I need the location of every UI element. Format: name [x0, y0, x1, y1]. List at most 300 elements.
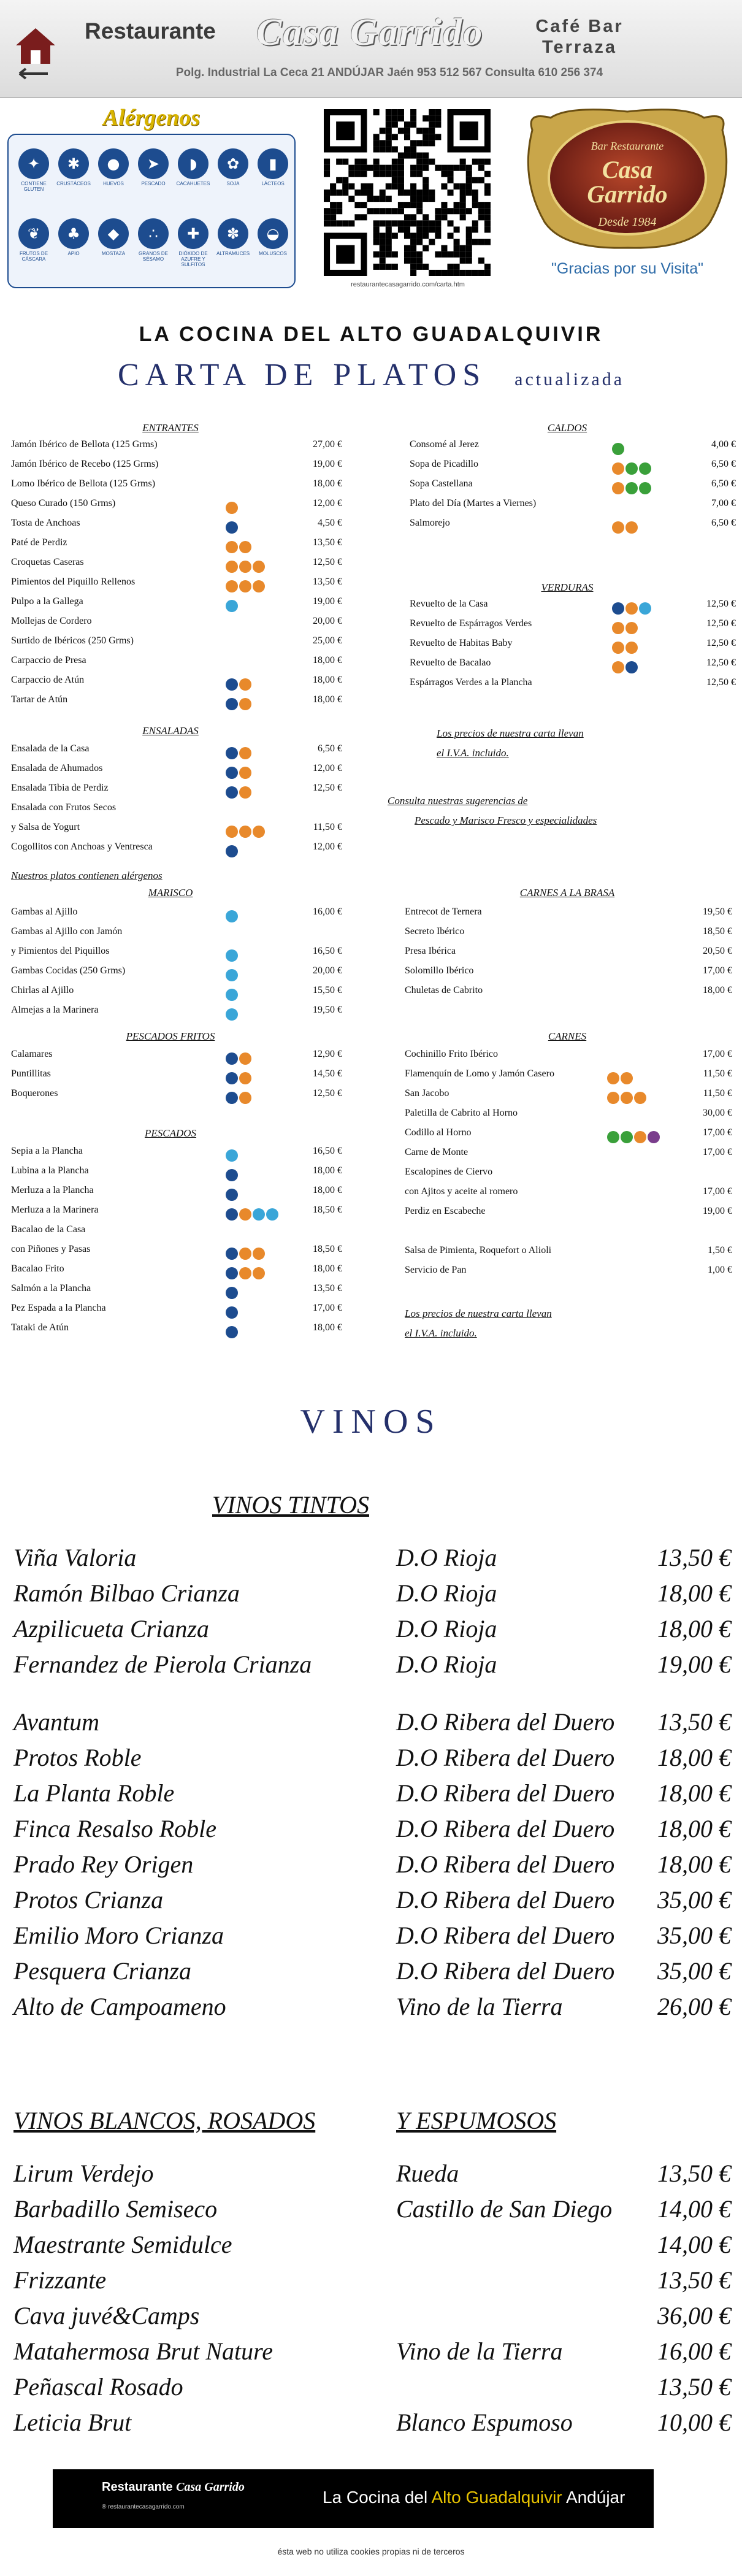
item-name: Sopa de Picadillo: [410, 459, 478, 469]
allergen-dot-icon: [639, 462, 651, 475]
egg-icon: ●: [98, 148, 129, 179]
allergen-dot-icon: [607, 1092, 619, 1104]
wine-name: Matahermosa Brut Nature: [13, 2337, 273, 2365]
section-pescados: PESCADOS: [144, 1127, 197, 1139]
footer-brand: [102, 2480, 245, 2494]
wine-row: [13, 2301, 731, 2337]
item-name: Escalopines de Ciervo: [405, 1167, 493, 1177]
item-price: 11,50 €: [703, 1088, 732, 1098]
item-price: 12,50 €: [706, 599, 736, 609]
menu-item: [11, 926, 342, 946]
item-name: Paté de Perdiz: [11, 537, 67, 548]
allergen-dot-icon: [621, 1131, 633, 1143]
menu-item: [410, 439, 736, 459]
item-price: 6,50 €: [711, 518, 736, 528]
item-name: y Pimientos del Piquillos: [11, 946, 110, 956]
restaurant-script-name: Casa Garrido: [256, 12, 484, 53]
wine-row: [13, 2159, 731, 2195]
item-name: Surtido de Ibéricos (250 Grms): [11, 635, 134, 646]
menu-item: [11, 694, 342, 714]
item-price: 17,00 €: [703, 1186, 732, 1197]
wine-do: D.O Rioja: [396, 1650, 497, 1678]
allergen-dot-icon: [226, 747, 238, 759]
allergen-dot-icon: [625, 482, 638, 494]
allergen-dot-icon: [226, 826, 238, 838]
item-price: 13,50 €: [313, 537, 342, 548]
item-name: Espárragos Verdes a la Plancha: [410, 677, 532, 688]
menu-item: [405, 1167, 732, 1186]
wine-name: Barbadillo Semiseco: [13, 2195, 218, 2223]
menu-item: [410, 459, 736, 478]
allergen-dot-icon: [226, 989, 238, 1001]
cookies-note: ésta web no utiliza cookies propias ni de terceros: [277, 2547, 465, 2556]
wine-name: Cava juvé&Camps: [13, 2302, 200, 2329]
menu-item: [11, 439, 342, 459]
allergen-icons: [226, 541, 253, 554]
allergen-dot-icon: [625, 462, 638, 475]
item-name: Croquetas Caseras: [11, 557, 84, 567]
wine-price: 10,00 €: [657, 2409, 731, 2436]
item-price: 11,50 €: [703, 1068, 732, 1079]
item-name: Gambas al Ajillo: [11, 907, 78, 917]
wine-name: Frizzante: [13, 2266, 107, 2294]
allergen-dot-icon: [239, 678, 251, 691]
item-name: Tartar de Atún: [11, 694, 68, 705]
wine-price: 36,00 €: [657, 2302, 731, 2329]
allergen-dot-icon: [226, 1267, 238, 1279]
item-name: Ensalada con Frutos Secos: [11, 802, 117, 813]
menu-item: [405, 1265, 732, 1284]
allergen-dot-icon: [239, 1248, 251, 1260]
allergen-icons: [226, 1208, 280, 1222]
wine-price: 13,50 €: [657, 2160, 731, 2187]
fish-icon: ➤: [138, 148, 169, 179]
menu-item: [405, 1147, 732, 1167]
qr-code[interactable]: [324, 109, 491, 276]
footer-rest: Restaurante: [102, 2480, 173, 2494]
allergen-dot-icon: [625, 602, 638, 615]
item-name: Servicio de Pan: [405, 1265, 467, 1275]
allergen-dot-icon: [239, 747, 251, 759]
badge-line4: Desde 1984: [598, 215, 657, 229]
item-name: Paletilla de Cabrito al Horno: [405, 1108, 518, 1118]
menu-note: el I.V.A. incluido.: [437, 747, 509, 759]
allergen-icons: [612, 661, 639, 675]
allergen-dot-icon: [612, 462, 624, 475]
allergen-item: [94, 148, 132, 186]
item-price: 12,50 €: [313, 557, 342, 567]
wine-price: 14,00 €: [657, 2231, 731, 2258]
allergen-item: [94, 218, 132, 256]
menu-item: [11, 635, 342, 655]
item-price: 12,00 €: [313, 498, 342, 508]
allergen-icons: [226, 786, 253, 800]
item-price: 14,50 €: [313, 1068, 342, 1079]
wine-row: [13, 2372, 731, 2408]
menu-note: Consulta nuestras sugerencias de: [388, 795, 528, 807]
allergen-icons: [612, 602, 652, 616]
wine-name: Avantum: [13, 1708, 99, 1736]
allergen-dot-icon: [226, 845, 238, 857]
item-price: 18,00 €: [313, 694, 342, 705]
item-price: 12,00 €: [313, 841, 342, 852]
wine-price: 19,00 €: [657, 1650, 731, 1678]
item-price: 7,00 €: [711, 498, 736, 508]
allergen-dot-icon: [226, 1072, 238, 1084]
allergen-icons: [226, 1052, 253, 1066]
allergen-dot-icon: [226, 1008, 238, 1021]
allergen-icons: [226, 767, 253, 780]
item-name: Plato del Día (Martes a Viernes): [410, 498, 537, 508]
footer-slogan: [323, 2488, 625, 2507]
menu-item: [405, 965, 732, 985]
item-price: 18,50 €: [703, 926, 732, 937]
wine-price: 13,50 €: [657, 2266, 731, 2294]
item-price: 11,50 €: [313, 822, 342, 832]
item-name: Revuelto de Habitas Baby: [410, 638, 513, 648]
allergen-dot-icon: [612, 622, 624, 634]
allergen-icons: [226, 521, 239, 535]
item-name: Puntillitas: [11, 1068, 51, 1079]
allergen-dot-icon: [239, 786, 251, 799]
wine-row: [13, 2408, 731, 2444]
allergen-item: [174, 148, 212, 186]
wine-price: 13,50 €: [657, 1544, 731, 1571]
allergen-icons: [226, 826, 266, 839]
menu-item: [11, 946, 342, 965]
item-name: Jamón Ibérico de Bellota (125 Grms): [11, 439, 158, 450]
allergen-dot-icon: [239, 1092, 251, 1104]
allergen-dot-icon: [239, 580, 251, 592]
wine-name: Pesquera Crianza: [13, 1957, 191, 1985]
item-name: Cogollitos con Anchoas y Ventresca: [11, 841, 153, 852]
allergen-dot-icon: [253, 1248, 265, 1260]
wine-do: D.O Ribera del Duero: [396, 1886, 615, 1914]
restaurant-logo-badge: [520, 105, 735, 253]
allergen-dot-icon: [239, 1208, 251, 1221]
menu-item: [11, 596, 342, 616]
item-price: 12,50 €: [313, 783, 342, 793]
item-price: 18,00 €: [313, 1322, 342, 1333]
allergen-icons: [612, 622, 639, 635]
wine-row: [13, 1850, 731, 1885]
allergen-dot-icon: [612, 521, 624, 534]
allergen-dot-icon: [239, 1267, 251, 1279]
menu-item: [11, 655, 342, 675]
footer-script: Casa Garrido: [176, 2480, 245, 2494]
allergen-item: [174, 218, 212, 267]
allergen-label: DIÓXIDO DE AZUFRE Y SULFITOS: [178, 251, 208, 267]
wine-name: Finca Resalso Roble: [13, 1815, 217, 1842]
wine-row: [13, 1579, 731, 1614]
wine-row: [13, 1814, 731, 1850]
wine-row: [13, 2266, 731, 2301]
allergen-icons: [607, 1072, 634, 1086]
item-price: 12,00 €: [313, 763, 342, 773]
item-price: 6,50 €: [711, 459, 736, 469]
vinos-heading: VINOS: [300, 1403, 442, 1441]
allergen-dot-icon: [253, 1267, 265, 1279]
wine-row: [13, 1992, 731, 2028]
cafe-bar-label: [521, 16, 638, 58]
menu-item: [11, 1224, 342, 1244]
section-carnes: CARNES: [548, 1030, 587, 1042]
allergen-dot-icon: [253, 826, 265, 838]
item-price: 17,00 €: [703, 1127, 732, 1138]
menu-item: [11, 1263, 342, 1283]
allergen-dot-icon: [639, 602, 651, 615]
menu-item: [11, 459, 342, 478]
wine-do: D.O Ribera del Duero: [396, 1957, 615, 1985]
menu-item: [11, 743, 342, 763]
wine-price: 18,00 €: [657, 1615, 731, 1643]
wine-price: 26,00 €: [657, 1993, 731, 2020]
wine-do: D.O Ribera del Duero: [396, 1922, 615, 1949]
item-price: 19,50 €: [313, 1005, 342, 1015]
wine-row: [13, 1614, 731, 1650]
crab-icon: ✱: [58, 148, 89, 179]
allergen-label: FRUTOS DE CÁSCARA: [19, 251, 48, 262]
qr-url[interactable]: restaurantecasagarrido.com/carta.htm: [351, 281, 465, 288]
item-price: 12,50 €: [706, 677, 736, 688]
item-price: 6,50 €: [711, 478, 736, 489]
menu-item: [11, 802, 342, 822]
wheat-icon: ✦: [18, 148, 49, 179]
allergen-label: HUEVOS: [103, 181, 124, 186]
item-name: Boquerones: [11, 1088, 58, 1098]
allergen-icons: [226, 845, 239, 859]
allergen-icons: [226, 698, 253, 711]
restaurant-title: Restaurante: [85, 18, 216, 44]
allergen-dot-icon: [226, 786, 238, 799]
wine-price: 18,00 €: [657, 1815, 731, 1842]
allergen-label: CACAHUETES: [176, 181, 210, 186]
milk-icon: ▮: [258, 148, 288, 179]
terraza-line: Terraza: [541, 37, 618, 57]
item-name: Tosta de Anchoas: [11, 518, 80, 528]
item-name: San Jacobo: [405, 1088, 449, 1098]
menu-item: [11, 1146, 342, 1165]
item-name: Ensalada Tibia de Perdiz: [11, 783, 109, 793]
item-price: 4,50 €: [318, 518, 342, 528]
item-price: 12,50 €: [706, 657, 736, 668]
allergen-icons: [612, 642, 639, 655]
wine-row: [13, 1708, 731, 1743]
menu-item: [11, 822, 342, 841]
allergen-dot-icon: [239, 1052, 251, 1065]
wine-price: 35,00 €: [657, 1922, 731, 1949]
badge-line2: Casa: [602, 156, 653, 183]
footer-web[interactable]: ® restaurantecasagarrido.com: [102, 2504, 185, 2510]
allergen-dot-icon: [226, 1208, 238, 1221]
allergen-icons: [226, 561, 266, 574]
allergen-grid: [7, 134, 296, 288]
menu-item: [11, 965, 342, 985]
wine-name: Emilio Moro Crianza: [13, 1922, 224, 1949]
wine-name: Azpilicueta Crianza: [13, 1615, 209, 1643]
item-price: 13,50 €: [313, 1283, 342, 1294]
item-price: 19,50 €: [703, 907, 732, 917]
allergen-icons: [226, 1072, 253, 1086]
allergen-dot-icon: [226, 1149, 238, 1162]
item-name: Consomé al Jerez: [410, 439, 479, 450]
nut-icon: ❦: [18, 218, 49, 249]
item-name: Sopa Castellana: [410, 478, 473, 489]
wine-row: [13, 2230, 731, 2266]
item-price: 12,50 €: [706, 638, 736, 648]
allergen-icons: [607, 1092, 648, 1105]
item-name: Revuelto de Bacalao: [410, 657, 491, 668]
allergen-icons: [226, 580, 266, 594]
menu-item: [410, 618, 736, 638]
badge-line3: Garrido: [587, 180, 668, 208]
allergen-icons: [226, 1267, 266, 1281]
tintos-heading: VINOS TINTOS: [212, 1491, 369, 1519]
menu-item: [11, 498, 342, 518]
wine-do: Blanco Espumoso: [396, 2409, 573, 2436]
allergen-item: [15, 148, 53, 192]
wine-do: D.O Rioja: [396, 1615, 497, 1643]
item-name: Sepia a la Plancha: [11, 1146, 83, 1156]
item-price: 18,00 €: [313, 1185, 342, 1195]
allergen-dot-icon: [625, 622, 638, 634]
item-name: Calamares: [11, 1049, 53, 1059]
allergen-dot-icon: [648, 1131, 660, 1143]
item-name: Presa Ibérica: [405, 946, 456, 956]
item-price: 18,50 €: [313, 1205, 342, 1215]
allergen-dot-icon: [612, 443, 624, 455]
allergen-dot-icon: [253, 1208, 265, 1221]
allergen-icons: [226, 678, 253, 692]
item-price: 19,00 €: [703, 1206, 732, 1216]
allergen-icons: [226, 1169, 239, 1183]
wine-do: D.O Ribera del Duero: [396, 1708, 615, 1736]
item-name: Tataki de Atún: [11, 1322, 69, 1333]
menu-item: [410, 478, 736, 498]
wine-row: [13, 1921, 731, 1957]
menu-item: [405, 1068, 732, 1088]
wine-price: 18,00 €: [657, 1744, 731, 1771]
section-caldos: CALDOS: [547, 422, 587, 434]
allergen-dot-icon: [226, 1287, 238, 1299]
menu-item: [405, 1206, 732, 1225]
allergen-label: APIO: [67, 251, 80, 256]
wine-price: 13,50 €: [657, 1708, 731, 1736]
allergen-icons: [226, 1248, 266, 1261]
section-pescados_fritos: PESCADOS FRITOS: [126, 1030, 215, 1042]
allergen-dot-icon: [634, 1131, 646, 1143]
allergen-icons: [226, 1189, 239, 1202]
allergen-label: CRUSTÁCEOS: [56, 181, 91, 186]
wine-do: D.O Rioja: [396, 1579, 497, 1607]
menu-item: [11, 675, 342, 694]
allergen-dot-icon: [239, 698, 251, 710]
allergen-icons: [226, 949, 239, 963]
item-name: Cochinillo Frito Ibérico: [405, 1049, 498, 1059]
menu-item: [405, 946, 732, 965]
allergen-icons: [226, 1149, 239, 1163]
item-price: 25,00 €: [313, 635, 342, 646]
address-line: Polg. Industrial La Ceca 21 ANDÚJAR Jaén 953 512 567 Consulta 610 256 374: [175, 66, 603, 79]
item-price: 30,00 €: [703, 1108, 732, 1118]
allergen-dot-icon: [226, 502, 238, 514]
item-name: con Piñones y Pasas: [11, 1244, 91, 1254]
allergen-dot-icon: [226, 969, 238, 981]
allergen-label: MOLUSCOS: [259, 251, 287, 256]
allergen-dot-icon: [226, 698, 238, 710]
item-price: 1,00 €: [708, 1265, 732, 1275]
allergen-dot-icon: [253, 561, 265, 573]
allergen-item: [134, 218, 172, 262]
lupin-icon: ✽: [218, 218, 248, 249]
allergen-dot-icon: [226, 1169, 238, 1181]
menu-item: [405, 1088, 732, 1108]
wine-price: 18,00 €: [657, 1779, 731, 1807]
section-verduras: VERDURAS: [541, 581, 594, 593]
allergen-dot-icon: [226, 541, 238, 553]
menu-item: [410, 498, 736, 518]
item-price: 17,00 €: [313, 1303, 342, 1313]
menu-item: [11, 1088, 342, 1108]
item-name: Merluza a la Plancha: [11, 1185, 94, 1195]
item-name: Entrecot de Ternera: [405, 907, 482, 917]
menu-item: [405, 985, 732, 1005]
allergen-dot-icon: [239, 561, 251, 573]
menu-note: Los precios de nuestra carta llevan: [405, 1308, 552, 1319]
allergen-dot-icon: [612, 602, 624, 615]
menu-item: [11, 1005, 342, 1024]
menu-item: [11, 1049, 342, 1068]
wine-name: Protos Roble: [13, 1744, 142, 1771]
item-price: 18,00 €: [313, 675, 342, 685]
wine-do: Vino de la Tierra: [396, 2337, 563, 2365]
allergen-icons: [226, 1008, 239, 1022]
wine-row: [13, 1957, 731, 1992]
item-name: Salsa de Pimienta, Roquefort o Alioli: [405, 1245, 552, 1255]
wine-name: Protos Crianza: [13, 1886, 164, 1914]
gracias-text: "Gracias por su Visita": [551, 260, 703, 277]
section-marisco: MARISCO: [148, 887, 193, 899]
allergen-icons: [607, 1131, 661, 1144]
menu-item: [405, 1186, 732, 1206]
menu-item: [11, 557, 342, 577]
item-name: Mollejas de Cordero: [11, 616, 92, 626]
wine-do: D.O Ribera del Duero: [396, 1779, 615, 1807]
allergen-dot-icon: [612, 661, 624, 673]
allergen-dot-icon: [226, 580, 238, 592]
header-bar: [0, 0, 742, 98]
allergen-icons: [226, 1092, 253, 1105]
section-entrantes: ENTRANTES: [142, 422, 199, 434]
allergen-item: [214, 148, 252, 186]
menu-item: [410, 657, 736, 677]
wine-name: Prado Rey Origen: [13, 1850, 194, 1878]
allergen-dot-icon: [639, 482, 651, 494]
allergen-dot-icon: [226, 949, 238, 962]
menu-item: [405, 907, 732, 926]
celery-icon: ♣: [58, 218, 89, 249]
item-name: Bacalao de la Casa: [11, 1224, 86, 1235]
sulfite-icon: ✚: [178, 218, 208, 249]
allergen-label: MOSTAZA: [101, 251, 126, 256]
menu-item: [405, 1108, 732, 1127]
allergen-dot-icon: [239, 826, 251, 838]
item-price: 18,00 €: [313, 1263, 342, 1274]
menu-note: Los precios de nuestra carta llevan: [437, 727, 584, 739]
wine-price: 13,50 €: [657, 2373, 731, 2401]
item-name: Carpaccio de Atún: [11, 675, 85, 685]
wine-price: 18,00 €: [657, 1579, 731, 1607]
